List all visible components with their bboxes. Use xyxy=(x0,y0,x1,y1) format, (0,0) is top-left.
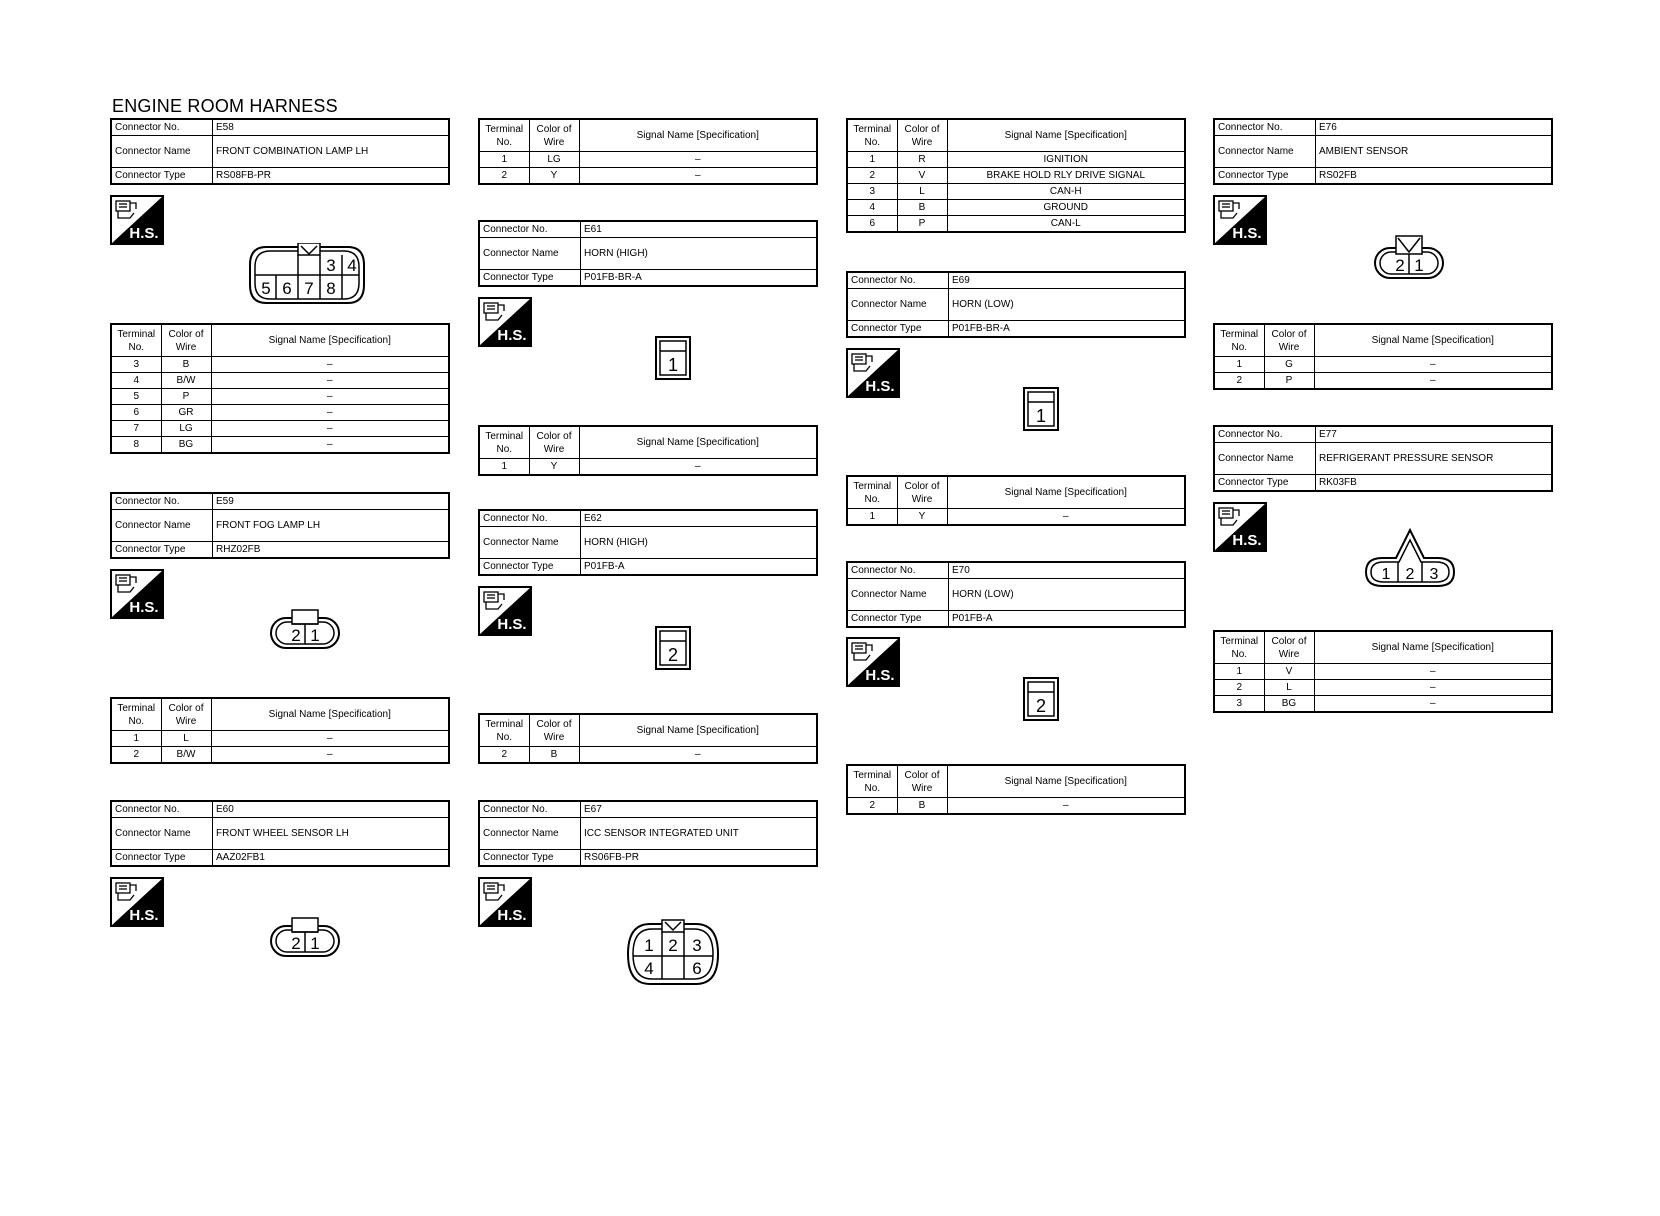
terminal-table-e62 xyxy=(478,713,818,764)
connector-face-e77 xyxy=(1362,528,1458,590)
signal-name-header: Signal Name [Specification] xyxy=(1314,324,1552,357)
pin-label: 1 xyxy=(644,936,654,955)
table-row: 1 R IGNITION xyxy=(847,152,1185,168)
pin-label: 6 xyxy=(282,279,292,298)
connector-name-value: ICC SENSOR INTEGRATED UNIT xyxy=(581,818,818,850)
connector-type-value: RS08FB-PR xyxy=(213,168,450,185)
connector-name-label: Connector Name xyxy=(479,818,581,850)
signal-name-header: Signal Name [Specification] xyxy=(579,119,817,152)
hs-label: H.S. xyxy=(1232,532,1262,549)
connector-no-label: Connector No. xyxy=(1214,119,1316,136)
connector-type-label: Connector Type xyxy=(847,611,949,628)
connector-no-label: Connector No. xyxy=(479,801,581,818)
connector-name-value: HORN (HIGH) xyxy=(581,527,818,559)
terminal-no-header: Terminal No. xyxy=(479,119,529,152)
connector-name-label: Connector Name xyxy=(847,579,949,611)
terminal-table-e67 xyxy=(846,118,1186,233)
table-row: 6 GR – xyxy=(111,405,449,421)
hs-label: H.S. xyxy=(129,907,159,924)
pin-label: 1 xyxy=(1035,406,1047,426)
signal-name-header: Signal Name [Specification] xyxy=(947,765,1185,798)
connector-no-value: E76 xyxy=(1316,119,1553,136)
connector-type-value: RHZ02FB xyxy=(213,542,450,559)
terminal-table-e59 xyxy=(110,697,450,764)
connector-type-value: RS06FB-PR xyxy=(581,850,818,867)
terminal-no-header: Terminal No. xyxy=(847,765,897,798)
table-row: 3 BG – xyxy=(1214,696,1552,713)
connector-no-label: Connector No. xyxy=(1214,426,1316,443)
connector-type-label: Connector Type xyxy=(479,850,581,867)
table-row: 4 B/W – xyxy=(111,373,449,389)
color-of-wire-header: Color of Wire xyxy=(897,476,947,509)
signal-name-header: Signal Name [Specification] xyxy=(579,426,817,459)
connector-name-label: Connector Name xyxy=(1214,443,1316,475)
terminal-table-e58 xyxy=(110,323,450,454)
connector-no-value: E58 xyxy=(213,119,450,136)
connector-type-value: RK03FB xyxy=(1316,475,1553,492)
connector-header-e59 xyxy=(110,492,450,559)
hs-label: H.S. xyxy=(129,599,159,616)
connector-type-label: Connector Type xyxy=(1214,475,1316,492)
pin-label: 2 xyxy=(1035,696,1047,716)
harness-side-icon xyxy=(1213,195,1267,245)
connector-no-value: E77 xyxy=(1316,426,1553,443)
pin-label: 2 xyxy=(291,934,301,953)
signal-name-header: Signal Name [Specification] xyxy=(947,476,1185,509)
connector-header-e60 xyxy=(110,800,450,867)
harness-side-icon xyxy=(478,297,532,347)
color-of-wire-header: Color of Wire xyxy=(529,119,579,152)
pin-label: 1 xyxy=(1381,566,1391,583)
terminal-table-e77 xyxy=(1213,630,1553,713)
connector-no-value: E70 xyxy=(949,562,1186,579)
connector-name-label: Connector Name xyxy=(111,818,213,850)
connector-name-label: Connector Name xyxy=(479,238,581,270)
hs-label: H.S. xyxy=(1232,225,1262,242)
color-of-wire-header: Color of Wire xyxy=(1264,631,1314,664)
connector-no-value: E60 xyxy=(213,801,450,818)
table-row: 2 B – xyxy=(847,798,1185,815)
connector-name-label: Connector Name xyxy=(847,289,949,321)
pin-label: 2 xyxy=(667,645,679,665)
connector-no-value: E61 xyxy=(581,221,818,238)
connector-no-value: E62 xyxy=(581,510,818,527)
connector-name-value: REFRIGERANT PRESSURE SENSOR xyxy=(1316,443,1553,475)
harness-side-icon xyxy=(478,877,532,927)
terminal-no-header: Terminal No. xyxy=(1214,631,1264,664)
color-of-wire-header: Color of Wire xyxy=(529,426,579,459)
signal-name-header: Signal Name [Specification] xyxy=(1314,631,1552,664)
signal-name-header: Signal Name [Specification] xyxy=(579,714,817,747)
connector-header-e67 xyxy=(478,800,818,867)
connector-name-value: FRONT WHEEL SENSOR LH xyxy=(213,818,450,850)
pin-label: 2 xyxy=(291,626,301,645)
connector-name-label: Connector Name xyxy=(111,510,213,542)
color-of-wire-header: Color of Wire xyxy=(161,324,211,357)
connector-no-label: Connector No. xyxy=(847,562,949,579)
connector-type-value: P01FB-A xyxy=(949,611,1186,628)
connector-name-label: Connector Name xyxy=(1214,136,1316,168)
pin-label: 4 xyxy=(644,959,654,978)
connector-name-label: Connector Name xyxy=(479,527,581,559)
terminal-no-header: Terminal No. xyxy=(1214,324,1264,357)
color-of-wire-header: Color of Wire xyxy=(897,765,947,798)
pin-label: 1 xyxy=(667,355,679,375)
connector-header-e70 xyxy=(846,561,1186,628)
harness-side-icon xyxy=(110,195,164,245)
connector-face-e61 xyxy=(654,335,692,381)
connector-name-value: AMBIENT SENSOR xyxy=(1316,136,1553,168)
connector-no-value: E69 xyxy=(949,272,1186,289)
connector-type-value: RS02FB xyxy=(1316,168,1553,185)
pin-label: 3 xyxy=(692,936,702,955)
connector-header-e77 xyxy=(1213,425,1553,492)
color-of-wire-header: Color of Wire xyxy=(897,119,947,152)
terminal-no-header: Terminal No. xyxy=(111,698,161,731)
table-row: 2 B/W – xyxy=(111,747,449,764)
connector-type-value: P01FB-BR-A xyxy=(949,321,1186,338)
table-row: 8 BG – xyxy=(111,437,449,454)
connector-header-e69 xyxy=(846,271,1186,338)
table-row: 2 V BRAKE HOLD RLY DRIVE SIGNAL xyxy=(847,168,1185,184)
pin-label: 1 xyxy=(310,934,320,953)
hs-label: H.S. xyxy=(865,378,895,395)
harness-side-icon xyxy=(110,877,164,927)
table-row: 4 B GROUND xyxy=(847,200,1185,216)
connector-name-value: HORN (LOW) xyxy=(949,289,1186,321)
connector-no-label: Connector No. xyxy=(847,272,949,289)
terminal-no-header: Terminal No. xyxy=(847,119,897,152)
connector-type-value: P01FB-A xyxy=(581,559,818,576)
connector-face-e69 xyxy=(1022,386,1060,432)
connector-header-e76 xyxy=(1213,118,1553,185)
harness-side-icon xyxy=(846,348,900,398)
connector-type-label: Connector Type xyxy=(1214,168,1316,185)
table-row: 7 LG – xyxy=(111,421,449,437)
harness-side-icon xyxy=(110,569,164,619)
table-row: 2 P – xyxy=(1214,373,1552,390)
harness-side-icon xyxy=(846,637,900,687)
pin-label: 6 xyxy=(692,959,702,978)
hs-label: H.S. xyxy=(865,667,895,684)
table-row: 5 P – xyxy=(111,389,449,405)
connector-type-label: Connector Type xyxy=(111,542,213,559)
terminal-no-header: Terminal No. xyxy=(111,324,161,357)
connector-type-value: AAZ02FB1 xyxy=(213,850,450,867)
connector-type-label: Connector Type xyxy=(479,270,581,287)
table-row: 1 L – xyxy=(111,731,449,747)
connector-face-e60 xyxy=(268,916,342,960)
connector-type-label: Connector Type xyxy=(111,850,213,867)
pin-label: 4 xyxy=(347,256,357,275)
connector-no-label: Connector No. xyxy=(111,119,213,136)
terminal-no-header: Terminal No. xyxy=(847,476,897,509)
connector-name-value: HORN (HIGH) xyxy=(581,238,818,270)
connector-face-e58 xyxy=(246,243,368,307)
hs-label: H.S. xyxy=(497,616,527,633)
connector-type-label: Connector Type xyxy=(479,559,581,576)
connector-name-value: FRONT COMBINATION LAMP LH xyxy=(213,136,450,168)
pin-label: 1 xyxy=(1414,256,1424,275)
connector-name-label: Connector Name xyxy=(111,136,213,168)
pin-label: 5 xyxy=(261,279,271,298)
connector-no-label: Connector No. xyxy=(479,221,581,238)
hs-label: H.S. xyxy=(497,907,527,924)
hs-label: H.S. xyxy=(129,225,159,242)
connector-no-label: Connector No. xyxy=(479,510,581,527)
table-row: 2 L – xyxy=(1214,680,1552,696)
terminal-no-header: Terminal No. xyxy=(479,714,529,747)
connector-header-e62 xyxy=(478,509,818,576)
pin-label: 2 xyxy=(668,936,678,955)
pin-label: 3 xyxy=(1429,566,1439,583)
table-row: 1 Y – xyxy=(479,459,817,476)
connector-no-label: Connector No. xyxy=(111,493,213,510)
table-row: 3 B – xyxy=(111,357,449,373)
signal-name-header: Signal Name [Specification] xyxy=(947,119,1185,152)
pin-label: 2 xyxy=(1395,256,1405,275)
connector-face-e67 xyxy=(624,918,722,988)
table-row: 3 L CAN-H xyxy=(847,184,1185,200)
terminal-table-e60 xyxy=(478,118,818,185)
connector-face-e62 xyxy=(654,625,692,671)
connector-face-e76 xyxy=(1372,234,1446,282)
connector-type-label: Connector Type xyxy=(111,168,213,185)
page-title: ENGINE ROOM HARNESS xyxy=(112,96,338,116)
table-row: 2 Y – xyxy=(479,168,817,185)
table-row: 1 LG – xyxy=(479,152,817,168)
pin-label: 1 xyxy=(310,626,320,645)
connector-name-value: FRONT FOG LAMP LH xyxy=(213,510,450,542)
connector-header-e61 xyxy=(478,220,818,287)
terminal-table-e70 xyxy=(846,764,1186,815)
connector-no-value: E67 xyxy=(581,801,818,818)
table-row: 2 B – xyxy=(479,747,817,764)
harness-side-icon xyxy=(1213,502,1267,552)
pin-label: 8 xyxy=(326,279,336,298)
terminal-table-e69 xyxy=(846,475,1186,526)
connector-type-value: P01FB-BR-A xyxy=(581,270,818,287)
connector-type-label: Connector Type xyxy=(847,321,949,338)
pin-label: 2 xyxy=(1405,566,1415,583)
table-row: 6 P CAN-L xyxy=(847,216,1185,233)
color-of-wire-header: Color of Wire xyxy=(529,714,579,747)
terminal-table-e76 xyxy=(1213,323,1553,390)
table-row: 1 Y – xyxy=(847,509,1185,526)
color-of-wire-header: Color of Wire xyxy=(161,698,211,731)
connector-header-e58 xyxy=(110,118,450,185)
terminal-table-e61 xyxy=(478,425,818,476)
harness-side-icon xyxy=(478,586,532,636)
pin-label: 7 xyxy=(304,279,314,298)
connector-face-e70 xyxy=(1022,676,1060,722)
signal-name-header: Signal Name [Specification] xyxy=(211,698,449,731)
connector-face-e59 xyxy=(268,608,342,652)
color-of-wire-header: Color of Wire xyxy=(1264,324,1314,357)
terminal-no-header: Terminal No. xyxy=(479,426,529,459)
connector-no-value: E59 xyxy=(213,493,450,510)
signal-name-header: Signal Name [Specification] xyxy=(211,324,449,357)
connector-name-value: HORN (LOW) xyxy=(949,579,1186,611)
hs-label: H.S. xyxy=(497,327,527,344)
table-row: 1 G – xyxy=(1214,357,1552,373)
table-row: 1 V – xyxy=(1214,664,1552,680)
pin-label: 3 xyxy=(326,256,336,275)
connector-no-label: Connector No. xyxy=(111,801,213,818)
